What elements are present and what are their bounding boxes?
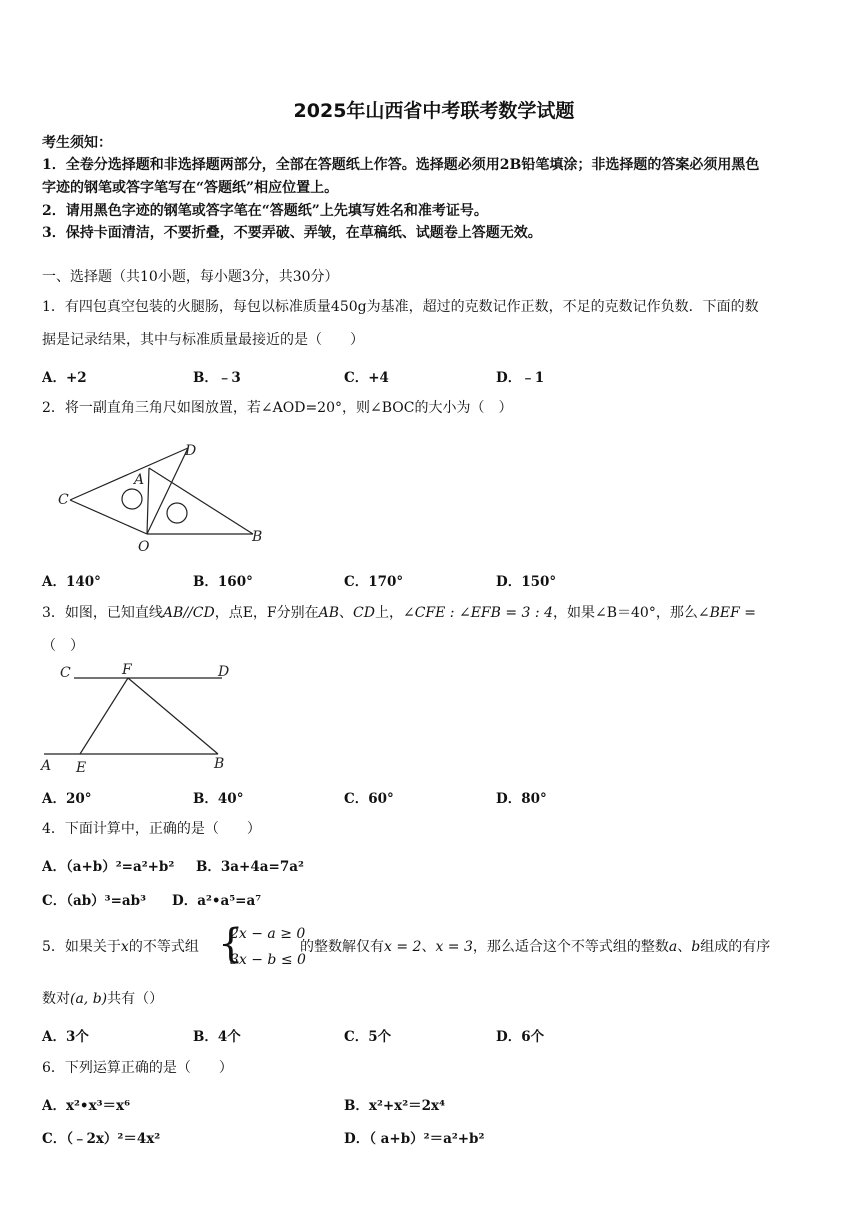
option-d: D．150° <box>496 574 557 590</box>
parallel-lines-figure <box>38 660 238 780</box>
math-cd: CD <box>353 605 375 621</box>
option-b: B．3a+4a=7a² <box>196 859 304 875</box>
option-a: A．3个 <box>42 1029 89 1045</box>
question-6-stem: 6．下列运算正确的是（ ） <box>42 1060 233 1076</box>
math-ab-parallel-cd: AB//CD <box>162 605 215 621</box>
math-angle-ratio: ∠CFE : ∠EFB = 3 : 4 <box>402 605 553 621</box>
notice-item: 1．全卷分选择题和非选择题两部分，全部在答题纸上作答。选择题必须用2B铅笔填涂；非选择题的答案必须用黑色 <box>42 157 760 173</box>
option-d: D．a²•a⁵=a⁷ <box>172 893 262 909</box>
math-ab: AB <box>318 605 340 621</box>
question-5-stem-cont: 数对(a, b)共有（） <box>42 991 164 1007</box>
question-3-stem-cont: （ ） <box>42 638 84 654</box>
segment-fb <box>128 678 218 754</box>
label-b: B <box>252 529 263 545</box>
question-2-stem: 2．将一副直角三角尺如图放置，若∠AOD=20°，则∠BOC的大小为（ ） <box>42 400 513 416</box>
option-d: D．﹣1 <box>496 370 545 386</box>
option-b: B．﹣3 <box>193 370 241 386</box>
edge-ao <box>147 468 149 534</box>
question-5-stem-start: 5．如果关于x的不等式组 <box>42 939 199 955</box>
label-e: E <box>76 760 87 776</box>
section-heading: 一、选择题（共10小题，每小题3分，共30分） <box>42 269 339 285</box>
label-a: A <box>41 758 52 774</box>
option-a: A．x²•x³＝x⁶ <box>42 1098 130 1114</box>
option-a: A．20° <box>42 791 92 807</box>
notice-item: 字迹的钢笔或答字笔写在“答题纸”相应位置上。 <box>42 180 339 196</box>
label-c: C <box>58 492 69 508</box>
label-b: B <box>214 756 225 772</box>
ruler-hole-right <box>167 503 187 523</box>
option-b: B．4个 <box>193 1029 241 1045</box>
inequality-1: 2x − a ≥ 0 <box>230 926 306 942</box>
math-x-eq-3: x = 3 <box>435 939 473 955</box>
option-c: C．5个 <box>344 1029 392 1045</box>
label-c: C <box>60 665 71 681</box>
label-d: D <box>218 664 230 680</box>
notice-heading: 考生须知： <box>42 135 112 151</box>
option-d: D．6个 <box>496 1029 545 1045</box>
label-f: F <box>122 662 132 678</box>
option-d: D．（ a+b）²＝a²+b² <box>344 1131 485 1147</box>
option-b: B．40° <box>193 791 244 807</box>
option-c: C．（ab）³=ab³ <box>42 893 147 909</box>
question-5-stem-end: 的整数解仅有x = 2、x = 3，那么适合这个不等式组的整数a、b组成的有序 <box>300 939 771 955</box>
math-a: a <box>668 939 678 955</box>
option-a: A．（a+b）²=a²+b² <box>42 859 175 875</box>
option-a: A．140° <box>42 574 101 590</box>
edge-cd <box>70 448 188 500</box>
edge-ab <box>149 468 253 534</box>
math-b: b <box>691 939 701 955</box>
inequality-2: 3x − b ≤ 0 <box>230 952 306 968</box>
option-b: B．160° <box>193 574 253 590</box>
question-1-stem: 1．有四包真空包装的火腿肠，每包以标准质量450g为基准，超过的克数记作正数，不足的克数记作负数．下面的数 <box>42 299 759 315</box>
option-d: D．80° <box>496 791 547 807</box>
page-title: 2025年山西省中考联考数学试题 <box>293 100 575 122</box>
notice-item: 2．请用黑色字迹的钢笔或答字笔在“答题纸”上先填写姓名和准考证号。 <box>42 203 488 219</box>
option-c: C．170° <box>344 574 404 590</box>
triangle-rulers-figure <box>50 438 280 558</box>
ruler-hole-left <box>122 489 142 509</box>
label-d: D <box>185 443 197 459</box>
label-o: O <box>138 539 150 555</box>
option-c: C．60° <box>344 791 394 807</box>
segment-fe <box>80 678 128 754</box>
edge-co <box>70 500 147 534</box>
question-3-stem: 3．如图，已知直线AB//CD，点E，F分别在AB、CD上，∠CFE : ∠EFB = 3 : 4，如果∠B＝40°，那么∠BEF = <box>42 605 756 621</box>
notice-item: 3．保持卡面清洁，不要折叠，不要弄破、弄皱，在草稿纸、试题卷上答题无效。 <box>42 225 542 241</box>
inequality-brace: { <box>218 921 244 967</box>
math-angle-bef: ∠BEF = <box>697 605 756 621</box>
option-a: A．+2 <box>42 370 87 386</box>
option-c: C．+4 <box>344 370 389 386</box>
label-a: A <box>134 472 145 488</box>
math-x: x <box>120 939 129 955</box>
option-b: B．x²+x²＝2x⁴ <box>344 1098 445 1114</box>
question-4-stem: 4．下面计算中，正确的是（ ） <box>42 821 261 837</box>
option-c: C．（﹣2x）²＝4x² <box>42 1131 161 1147</box>
math-x-eq-2: x = 2 <box>384 939 422 955</box>
question-1-stem-cont: 据是记录结果，其中与标准质量最接近的是（ ） <box>42 332 364 348</box>
math-pair-ab: (a, b) <box>70 991 108 1007</box>
